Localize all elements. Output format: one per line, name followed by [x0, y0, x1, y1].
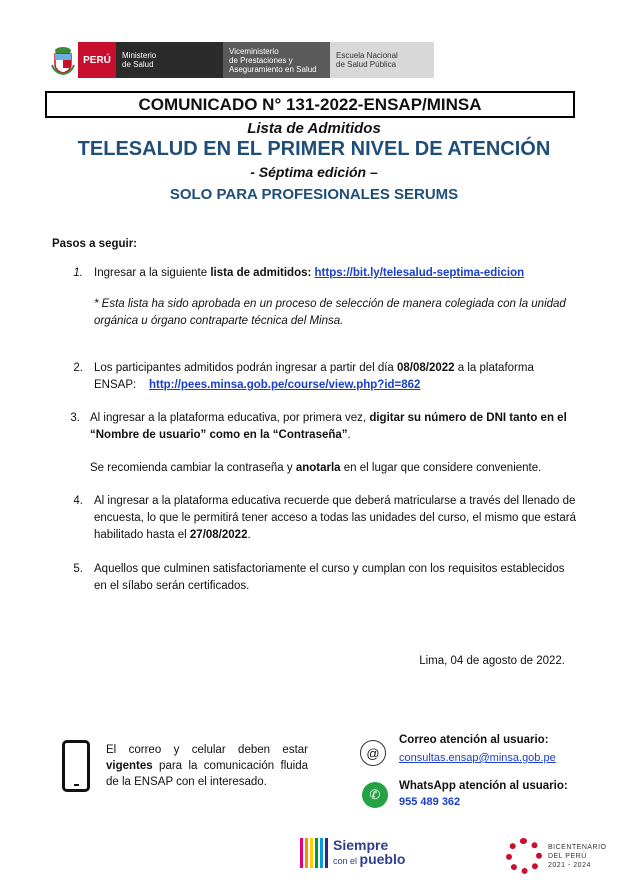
peru-label: PERÚ — [78, 42, 116, 78]
place-date: Lima, 04 de agosto de 2022. — [419, 655, 565, 667]
colored-bars-icon — [300, 838, 328, 868]
contact-note-a: El correo y celular deben estar — [106, 744, 308, 756]
step-2-number: 2. — [73, 362, 83, 374]
step-1 — [94, 265, 574, 282]
contact-note — [106, 742, 308, 790]
email-icon: @ — [360, 740, 386, 766]
step-4 — [94, 493, 576, 544]
phone-icon — [62, 740, 90, 792]
step-1-bold: lista de admitidos: — [210, 267, 315, 279]
ensap-platform-link[interactable]: http://pees.minsa.gob.pe/course/view.php?id=862 — [148, 379, 421, 391]
escuela-label: Escuela Nacional de Salud Pública — [330, 42, 434, 78]
bicentenario-logo — [506, 838, 607, 874]
coat-of-arms-icon — [48, 42, 78, 78]
whatsapp-icon: ✆ — [362, 782, 388, 808]
contact-note-b: para la comunicación fluida de la ENSAP con el interesado. — [106, 760, 308, 788]
siempre-text: Siempre — [333, 837, 389, 853]
ministerio-label: Ministerio de Salud — [116, 42, 223, 78]
subtitle: Lista de Admitidos — [247, 120, 381, 137]
con-el-text: con el — [333, 856, 360, 866]
bicentenario-sun-icon — [506, 838, 542, 874]
main-title: TELESALUD EN EL PRIMER NIVEL DE ATENCIÓN — [77, 138, 551, 160]
communique-title: COMUNICADO N° 131-2022-ENSAP/MINSA — [45, 91, 575, 118]
whatsapp-number: 955 489 362 — [399, 796, 461, 808]
steps-heading: Pasos a seguir: — [52, 238, 138, 250]
pueblo-text: pueblo — [359, 851, 406, 867]
step-2-date: 08/08/2022 — [397, 362, 455, 374]
siempre-con-el-pueblo-logo — [300, 838, 405, 868]
step-3-text-a: Al ingresar a la plataforma educativa, por primera vez, — [90, 412, 370, 424]
step-3 — [90, 410, 570, 444]
contact-note-bold: vigentes — [106, 760, 153, 772]
viceministerio-label: Viceministerio de Prestaciones y Aseguramiento en Salud — [223, 42, 330, 78]
step-2-text-a: Los participantes admitidos podrán ingresar a partir del día — [94, 362, 398, 374]
whatsapp-heading: WhatsApp atención al usuario: — [399, 780, 568, 792]
institutional-header — [48, 42, 434, 78]
step-3-text-b: . — [347, 429, 351, 441]
step-1-number: 1. — [73, 267, 83, 279]
step-3-rec-bold: anotarla — [295, 462, 341, 474]
admitted-list-link[interactable]: https://bit.ly/telesalud-septima-edicion — [314, 267, 525, 279]
del-peru-text: DEL PERÚ — [548, 852, 587, 860]
years-text: 2021 - 2024 — [548, 861, 591, 869]
step-3-rec-b: en el lugar que considere conveniente. — [340, 462, 542, 474]
edition-label: - Séptima edición – — [250, 164, 378, 180]
step-4-text: Al ingresar a la plataforma educativa recuerde que deberá matricularse a través del llenado de encuesta, lo que le permitirá tener acceso a todas las unidades del curso, el mismo que estará habilitado hasta el — [94, 495, 576, 541]
step-3-bold: digitar su número de DNI tanto en el “Nombre de usuario” como en la “Contraseña” — [90, 412, 567, 441]
step-2 — [94, 360, 574, 394]
step-3-rec-a: Se recomienda cambiar la contraseña y — [90, 462, 296, 474]
step-3-number: 3. — [70, 412, 80, 424]
email-heading: Correo atención al usuario: — [399, 734, 549, 746]
step-4-end: . — [247, 529, 251, 541]
step-4-number: 4. — [73, 495, 83, 507]
bicentenario-text: BICENTENARIO — [548, 843, 607, 851]
step-3-recommendation — [90, 460, 570, 477]
step-5-text: Aquellos que culminen satisfactoriamente el curso y cumplan con los requisitos establecidos en el sílabo serán certificados. — [94, 563, 565, 592]
audience-label: SOLO PARA PROFESIONALES SERUMS — [169, 186, 459, 203]
step-1-text: Ingresar a la siguiente — [94, 267, 211, 279]
email-link[interactable]: consultas.ensap@minsa.gob.pe — [399, 752, 556, 764]
step-4-date: 27/08/2022 — [189, 529, 248, 541]
step-2-text-b: a la plataforma ENSAP: — [94, 362, 534, 391]
step-5-number: 5. — [73, 563, 83, 575]
step-1-note: * Esta lista ha sido aprobada en un proceso de selección de manera colegiada con la unidad orgánica u órgano contraparte técnica del Minsa. — [94, 298, 566, 327]
